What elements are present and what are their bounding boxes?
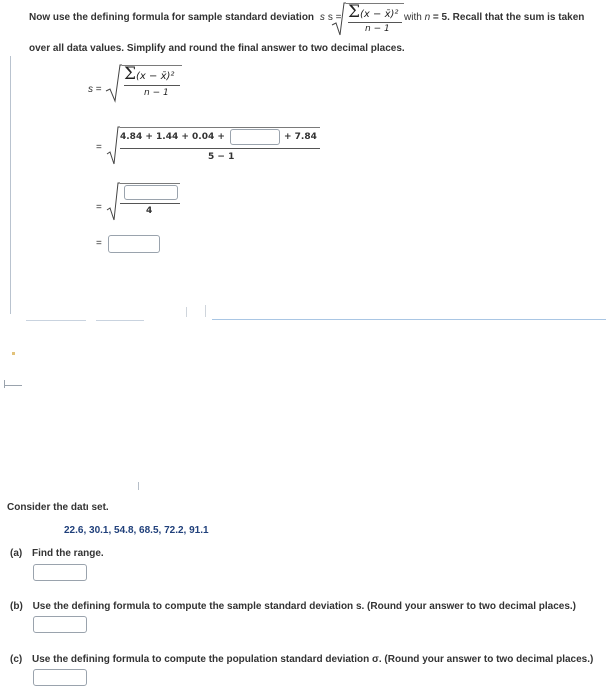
step1-lhs: s = — [88, 84, 102, 95]
population-sd-answer-input[interactable] — [33, 669, 87, 686]
data-values: 22.6, 30.1, 54.8, 68.5, 72.2, 91.1 — [64, 525, 209, 536]
header-formula: Σ(x − x̄)² n − 1 — [330, 1, 404, 37]
step1-formula: Σ(x − x̄)² n − 1 — [104, 63, 184, 103]
artifact-mark-3 — [4, 380, 5, 388]
step3-numerator-input[interactable] — [124, 185, 178, 200]
part-c — [10, 654, 593, 665]
step3-eq: = — [96, 202, 102, 213]
step2-eq: = — [96, 142, 102, 153]
separator-line — [212, 319, 606, 320]
intro-line-2: over all data values. Simplify and round the final answer to two decimal places. — [29, 43, 405, 54]
artifact-mark-4 — [138, 482, 139, 490]
with-n-text: with n = 5. Recall that the sum is taken — [404, 12, 585, 23]
part-a-text: Find the range. — [32, 548, 104, 559]
separator-dash-2 — [96, 320, 144, 321]
tick-mark-2 — [205, 305, 206, 317]
radical-sign-icon — [330, 1, 346, 37]
intro-text: Now use the defining formula for sample standard deviation s s = — [29, 12, 342, 23]
separator-dash-1 — [26, 320, 86, 321]
consider-text: Consider the datı set. — [7, 502, 109, 513]
step2-blank-input[interactable] — [230, 129, 280, 145]
part-b-text: Use the defining formula to compute the sample standard deviation s. (Round your answer to two decimal places.) — [32, 601, 576, 612]
tick-mark-1 — [186, 307, 187, 317]
part-c-label: (c) — [10, 654, 23, 665]
range-answer-input[interactable] — [33, 564, 87, 581]
step4-eq: = — [96, 238, 102, 249]
sample-sd-answer-input[interactable] — [33, 616, 87, 633]
part-c-text: Use the defining formula to compute the population standard deviation σ. (Round your answer to two decimal places.) — [32, 654, 594, 665]
part-b-label: (b) — [10, 601, 23, 612]
artifact-mark-1 — [12, 352, 15, 355]
radical-sign-icon — [106, 180, 120, 222]
artifact-mark-2 — [4, 385, 22, 386]
part-b — [10, 601, 576, 612]
radical-sign-icon — [106, 124, 120, 166]
part-a — [10, 548, 104, 559]
step2-formula: 4.84 + 1.44 + 0.04 + + 7.84 5 − 1 — [106, 124, 320, 166]
left-frame-line — [10, 56, 11, 314]
part-a-label: (a) — [10, 548, 23, 559]
radical-sign-icon — [104, 63, 122, 103]
step3-formula: 4 — [106, 180, 182, 222]
step4-answer-input[interactable] — [108, 235, 160, 253]
